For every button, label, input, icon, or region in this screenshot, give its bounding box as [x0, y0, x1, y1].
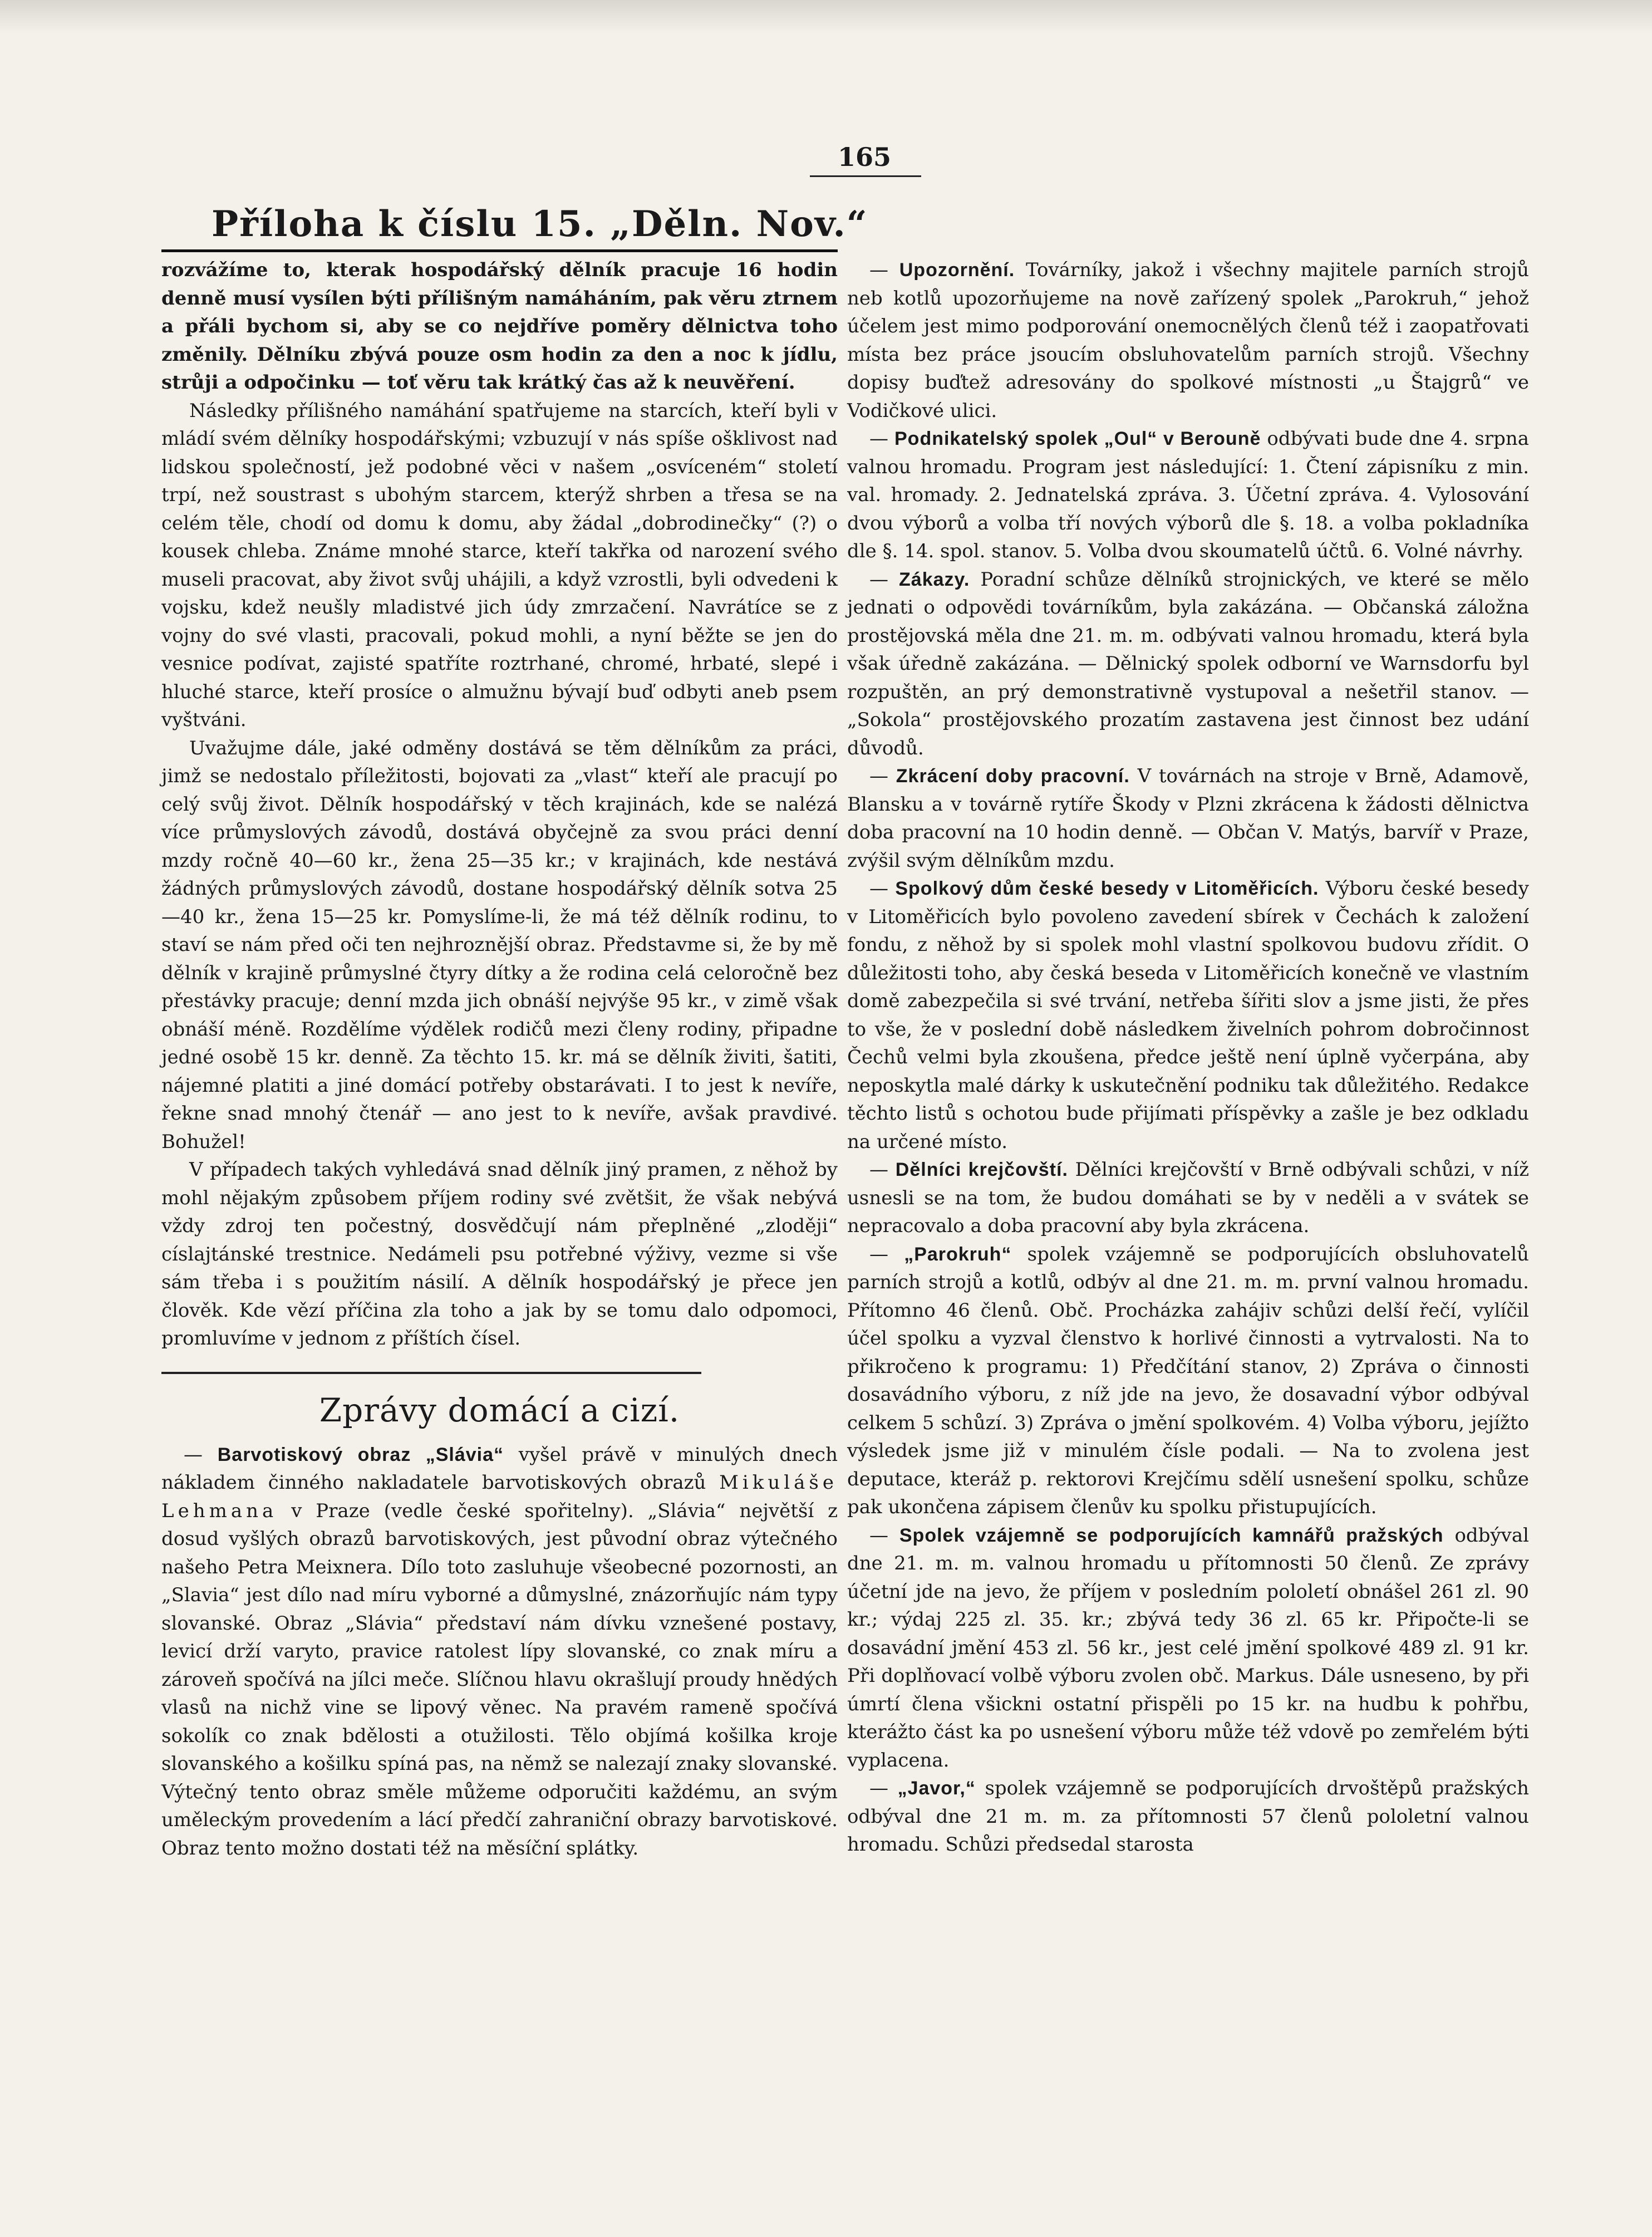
article-paragraph: rozvážíme to, kterak hospodářský dělník pracuje 16 hodin denně musí vysílen býti přílišným namáháním, pak věru ztrnem a přáli bychom si, aby se co nejdříve poměry dělnictva toho změnily. Dělníku zbývá pouze osm hodin za den a noc k jídlu, strůji a odpočinku — toť věru tak krátký čas až k neuvěření.: [161, 259, 838, 394]
news-heading: „Javor,“: [897, 1778, 976, 1799]
supplement-heading-rule: [161, 249, 838, 252]
news-text: Dělníci krejčovští v Brně odbývali schůzi, v níž usnesli se na tom, že budou domáhati se by v neděli a v svátek se nepracovalo a doba pracovní aby byla zkrácena.: [847, 1159, 1529, 1237]
news-text: spolek vzájemně se podporujících obsluhovatelů parních strojů a kotlů, odbýv al dne 21. m. m. první valnou hromadu. Přítomno 46 členů. Obč. Procházka zahájiv schůzi delší řečí, vylíčil účel spolku a vyzval členstvo k horlivé činnosti a vytrvalosti. Na to přikročeno k programu: 1) Předčítání stanov, 2) Zpráva o činnosti dosavádního výboru, z níž jde na jevo, že dosavadní výbor odbýval celkem 5 schůzí. 3) Zpráva o jmění spolkovém. 4) Volba výboru, jejížto výsledek jsme již v minulém čísle podali. — Na to zvolena jest deputace, kteráž p. rektorovi Krejčímu sdělí usnešení spolku, schůze pak ukončena zápisem členův ku spolku přistupujících.: [847, 1243, 1530, 1518]
news-heading: Barvotiskový obraz „Slávia“: [217, 1444, 504, 1465]
page-number-rule: [810, 175, 921, 177]
news-heading: Spolkový dům české besedy v Litoměřicích.: [895, 878, 1319, 899]
news-item: — „Parokruh“ spolek vzájemně se podporujících obsluhovatelů parních strojů a kotlů, odbýv al dne 21. m. m. první valnou hromadu. Přítomno 46 členů. Obč. Procházka zahájiv schůzi delší řečí, vylíčil účel spolku a vyzval členstvo k horlivé činnosti a vytrvalosti. Na to přikročeno k programu: 1) Předčítání stanov, 2) Zpráva o činnosti dosavádního výboru, z níž jde na jevo, že dosavadní výbor odbýval celkem 5 schůzí. 3) Zpráva o jmění spolkovém. 4) Volba výboru, jejížto výsledek jsme již v minulém čísle podali. — Na to zvolena jest deputace, kteráž p. rektorovi Krejčímu sdělí usnešení spolku, schůze pak ukončena zápisem členův ku spolku přistupujících.: [847, 1243, 1530, 1518]
news-text: Továrníky, jakož i všechny majitele parních strojů neb kotlů upozorňujeme na nově zařízený spolek „Parokruh,“ jehož účelem jest mimo podporování onemocnělých členů též i zaopatřovati místa bez práce jsoucím obsluhovatelům parních strojů. Všechny dopisy buďtež adresovány do spolkové místnosti „u Štajgrů“ ve Vodičkové ulici.: [847, 259, 1529, 422]
section-rule: [161, 1372, 701, 1374]
news-item: — Podnikatelský spolek „Oul“ v Berouně odbývati bude dne 4. srpna valnou hromadu. Program jest následující: 1. Čtení zápisníku z min. val. hromady. 2. Jednatelská zpráva. 3. Účetní zpráva. 4. Vylosování dvou výborů a volba tří nových výborů dle §. 18. a volba pokladníka dle §. 14. spol. stanov. 5. Volba dvou skoumatelů účtů. 6. Volné návrhy.: [847, 428, 1529, 562]
news-heading: Dělníci krejčovští.: [895, 1159, 1068, 1180]
news-item: — Zkrácení doby pracovní. V továrnách na stroje v Brně, Adamově, Blansku a v továrně rytíře Škody v Plzni zkrácena k žádosti dělnictva doba pracovní na 10 hodin denně. — Občan V. Matýs, barvíř v Praze, zvýšil svým dělníkům mzdu.: [847, 765, 1530, 872]
news-heading: Spolek vzájemně se podporujících kamnářů pražských: [899, 1524, 1444, 1546]
news-item: — Zákazy. Poradní schůze dělníků strojnických, ve které se mělo jednati o odpovědi továrníkům, byla zakázána. — Občanská záložna prostějovská měla dne 21. m. m. odbývati valnou hromadu, která byla však úředně zakázána. — Dělnický spolek odborní ve Warnsdorfu byl rozpuštěn, an prý demonstrativně vystupoval a nešetřil stanov. — „Sokola“ prostějovského prozatím zastavena jest činnost bez udání důvodů.: [847, 568, 1530, 759]
news-name: Mikuláše Lehmana: [161, 1471, 838, 1522]
news-item: — Upozornění. Továrníky, jakož i všechny majitele parních strojů neb kotlů upozorňujeme na nově zařízený spolek „Parokruh,“ jehož účelem jest mimo podporování onemocnělých členů též i zaopatřovati místa bez práce jsoucím obsluhovatelům parních strojů. Všechny dopisy buďtež adresovány do spolkové místnosti „u Štajgrů“ ve Vodičkové ulici.: [847, 259, 1529, 422]
news-text: odbývati bude dne 4. srpna valnou hromadu. Program jest následující: 1. Čtení zápisníku z min. val. hromady. 2. Jednatelská zpráva. 3. Účetní zpráva. 4. Vylosování dvou výborů a volba tří nových výborů dle §. 18. a volba pokladníka dle §. 14. spol. stanov. 5. Volba dvou skoumatelů účtů. 6. Volné návrhy.: [847, 428, 1529, 562]
news-text: odbýval dne 21. m. m. valnou hromadu u přítomnosti 50 členů. Ze zprávy účetní jde na jevo, že příjem v posledním pololetí obnášel 261 zl. 90 kr.; výdaj 225 zl. 35. kr.; zbývá tedy 36 zl. 65 kr. Připočte-li se dosavádní jmění 453 zl. 56 kr., jest celé jmění spolkové 489 zl. 91 kr. Při doplňovací volbě výboru zvolen obč. Markus. Dále usneseno, by při úmrtí člena všickni ostatní přispěli po 15 kr. na hudbu k pohřbu, kterážto část ka po usnešení výboru může též vdově po zemřelém býti vyplacena.: [847, 1524, 1530, 1772]
news-text: v Praze (vedle české spořitelny). „Slávia“ největší z dosud vyšlých obrazů barvotiskových, jest původní obraz výtečného našeho Petra Meixnera. Dílo toto zasluhuje všeobecné pozornosti, an „Slavia“ jest dílo nad míru vyborné a důmyslné, znázorňujíc nám typy slovanské. Obraz „Slávia“ představí nám dívku vznešené postavy, levicí drží varyto, pravice ratolest lípy slovanské, co znak míru a zároveň spočívá na jílci meče. Slíčnou hlavu okrašlují proudy hnědých vlasů na nichž vine se lipový věnec. Na pravém rameně spočívá sokolík co znak bdělosti a otužilosti. Tělo objímá košilka kroje slovanského a košilku spíná pas, na němž se nalezají znaky slovanské. Výtečný tento obraz směle můžeme odporučiti každému, an svým uměleckým provedením a lácí předčí zahraniční obrazy barvotiskové. Obraz tento možno dostati též na měsíční splátky.: [161, 1499, 838, 1860]
page-number: 165: [838, 142, 892, 172]
article-paragraph: Následky přílišného namáhání spatřujeme na starcích, kteří byli v mládí svém dělníky hospodářskými; vzbuzují v nás spíše ošklivost nad lidskou společností, jež podobné věci v našem „osvíceném“ století trpí, než soustrast s ubohým starcem, kterýž shrben a třesa se na celém těle, chodí od domu k domu, aby žádal „dobrodinečky“ (?) o kousek chleba. Známe mnohé starce, kteří takřka od narození svého museli pracovat, aby život svůj uhájili, a když vzrostli, byli odvedeni k vojsku, kdež neušly mladistvé jich údy zmrzačení. Navrátíce se z vojny do své vlasti, pracovali, pokud mohli, a nyní běžte se jen do vesnice podívat, zajisté spatříte roztrhané, chromé, hrbaté, slepé i hluché starce, kteří prosíce o almužnu bývají buď odbyti aneb psem vyštváni.: [161, 399, 838, 731]
news-text: Poradní schůze dělníků strojnických, ve které se mělo jednati o odpovědi továrníkům, byla zakázána. — Občanská záložna prostějovská měla dne 21. m. m. odbývati valnou hromadu, která byla však úředně zakázána. — Dělnický spolek odborní ve Warnsdorfu byl rozpuštěn, an prý demonstrativně vystupoval a nešetřil stanov. — „Sokola“ prostějovského prozatím zastavena jest činnost bez udání důvodů.: [847, 568, 1530, 759]
scan-edge: [0, 0, 1652, 33]
news-heading: Podnikatelský spolek „Oul“ v Berouně: [894, 428, 1261, 449]
left-column: [161, 256, 838, 1862]
news-item: — Spolkový dům české besedy v Litoměřicích. Výboru české besedy v Litoměřicích bylo povoleno zavedení sbírek v Čechách k založení fondu, z něhož by si spolek mohl vlastní spolkovou budovu zřídit. O důležitosti toho, aby česká beseda v Litoměřicích konečně ve vlastním domě zabezpečila si své trvání, netřeba šířiti slov a jsme jisti, že přes to vše, že v poslední době následkem živelních pohrom dobročinnost Čechů velmi byla zkoušena, předce ještě není úplně vyčerpána, aby neposkytla malé dárky k uskutečnění podniku tak důležitého. Redakce těchto listů s ochotou bude přijímati příspěvky a zašle je bez odkladu na určené místo.: [847, 877, 1530, 1153]
right-column: [847, 256, 1529, 1859]
news-text: Výboru české besedy v Litoměřicích bylo povoleno zavedení sbírek v Čechách k založení fondu, z něhož by si spolek mohl vlastní spolkovou budovu zřídit. O důležitosti toho, aby česká beseda v Litoměřicích konečně ve vlastním domě zabezpečila si své trvání, netřeba šířiti slov a jsme jisti, že přes to vše, že v poslední době následkem živelních pohrom dobročinnost Čechů velmi byla zkoušena, předce ještě není úplně vyčerpána, aby neposkytla malé dárky k uskutečnění podniku tak důležitého. Redakce těchto listů s ochotou bude přijímati příspěvky a zašle je bez odkladu na určené místo.: [847, 877, 1530, 1153]
news-item-slavia: — Barvotiskový obraz „Slávia“ vyšel právě v minulých dnech nákladem činného nakladatele barvotiskových obrazů Mikuláše Lehmana v Praze (vedle české spořitelny). „Slávia“ největší z dosud vyšlých obrazů barvotiskových, jest původní obraz výtečného našeho Petra Meixnera. Dílo toto zasluhuje všeobecné pozornosti, an „Slavia“ jest dílo nad míru vyborné a důmyslné, znázorňujíc nám typy slovanské. Obraz „Slávia“ představí nám dívku vznešené postavy, levicí drží varyto, pravice ratolest lípy slovanské, co znak míru a zároveň spočívá na jílci meče. Slíčnou hlavu okrašlují proudy hnědých vlasů na nichž vine se lipový věnec. Na pravém rameně spočívá sokolík co znak bdělosti a otužilosti. Tělo objímá košilka kroje slovanského a košilku spíná pas, na němž se nalezají znaky slovanské. Výtečný tento obraz směle můžeme odporučiti každému, an svým uměleckým provedením a lácí předčí zahraniční obrazy barvotiskové. Obraz tento možno dostati též na měsíční splátky.: [161, 1443, 838, 1860]
news-text: spolek vzájemně se podporujících drvoštěpů pražských odbýval dne 21 m. m. za přítomnosti 57 členů pololetní valnou hromadu. Schůzi předsedal starosta: [847, 1777, 1529, 1856]
article-paragraph: V případech takých vyhledává snad dělník jiný pramen, z něhož by mohl nějakým způsobem příjem rodiny své zvětšit, že však nebývá vždy zdroj ten počestný, dosvědčují nám přeplněné „zloději“ císlajtánské trestnice. Nedámeli psu potřebné výživy, vezme si vše sám třeba i s použitím násilí. A dělník hospodářský je přece jen člověk. Kde vězí příčina zla toho a jak by se tomu dalo odpomoci, promluvíme v jednom z příštích čísel.: [161, 1159, 838, 1350]
news-heading: Zkrácení doby pracovní.: [896, 766, 1130, 787]
news-text: vyšel právě v minulých dnech nákladem činného nakladatele barvotiskových obrazů: [161, 1443, 838, 1494]
section-title: Zprávy domácí a cizí.: [319, 1391, 680, 1429]
supplement-heading: Příloha k číslu 15. „Děln. Nov.“: [212, 203, 868, 245]
news-item: — Spolek vzájemně se podporujících kamnářů pražských odbýval dne 21. m. m. valnou hromadu u přítomnosti 50 členů. Ze zprávy účetní jde na jevo, že příjem v posledním pololetí obnášel 261 zl. 90 kr.; výdaj 225 zl. 35. kr.; zbývá tedy 36 zl. 65 kr. Připočte-li se dosavádní jmění 453 zl. 56 kr., jest celé jmění spolkové 489 zl. 91 kr. Při doplňovací volbě výboru zvolen obč. Markus. Dále usneseno, by při úmrtí člena všickni ostatní přispěli po 15 kr. na hudbu k pohřbu, kterážto část ka po usnešení výboru může též vdově po zemřelém býti vyplacena.: [847, 1524, 1530, 1772]
article-paragraph: Uvažujme dále, jaké odměny dostává se těm dělníkům za práci, jimž se nedostalo příležitosti, bojovati za „vlast“ kteří ale pracují po celý svůj život. Dělník hospodářský v těch krajinách, kde se nalézá více průmyslových závodů, dostává obyčejně za svou práci denní mzdy ročně 40—60 kr., žena 25—35 kr.; v krajinách, kde nestává žádných průmyslových závodů, dostane hospodářský dělník sotva 25—40 kr., žena 15—25 kr. Pomyslíme-li, že má též dělník rodinu, to staví se nám před oči ten nejhroznější obraz. Představme si, že by mě dělník v krajině průmyslné čtyry dítky a že rodina celá celoročně bez přestávky pracuje; denní mzda jich obnáší nejvýše 95 kr., v zimě však obnáší méně. Rozdělíme výdělek rodičů mezi členy rodiny, připadne jedné osobě 15 kr. denně. Za těchto 15. kr. má se dělník živiti, šatiti, nájemné platiti a jiné domácí potřeby obstarávati. I to jest k nevíře, řekne snad mnohý čtenář — ano jest to k nevíře, avšak pravdivé. Bohužel!: [161, 737, 838, 1153]
news-item: — „Javor,“ spolek vzájemně se podporujících drvoštěpů pražských odbýval dne 21 m. m. za přítomnosti 57 členů pololetní valnou hromadu. Schůzi předsedal starosta: [847, 1777, 1529, 1856]
news-heading: Zákazy.: [899, 568, 970, 590]
news-item: — Dělníci krejčovští. Dělníci krejčovští v Brně odbývali schůzi, v níž usnesli se na tom, že budou domáhati se by v neděli a v svátek se nepracovalo a doba pracovní aby byla zkrácena.: [847, 1159, 1529, 1237]
news-heading: Upozornění.: [899, 259, 1015, 281]
news-heading: „Parokruh“: [904, 1243, 1012, 1265]
news-text: V továrnách na stroje v Brně, Adamově, Blansku a v továrně rytíře Škody v Plzni zkrácena k žádosti dělnictva doba pracovní na 10 hodin denně. — Občan V. Matýs, barvíř v Praze, zvýšil svým dělníkům mzdu.: [847, 765, 1530, 872]
